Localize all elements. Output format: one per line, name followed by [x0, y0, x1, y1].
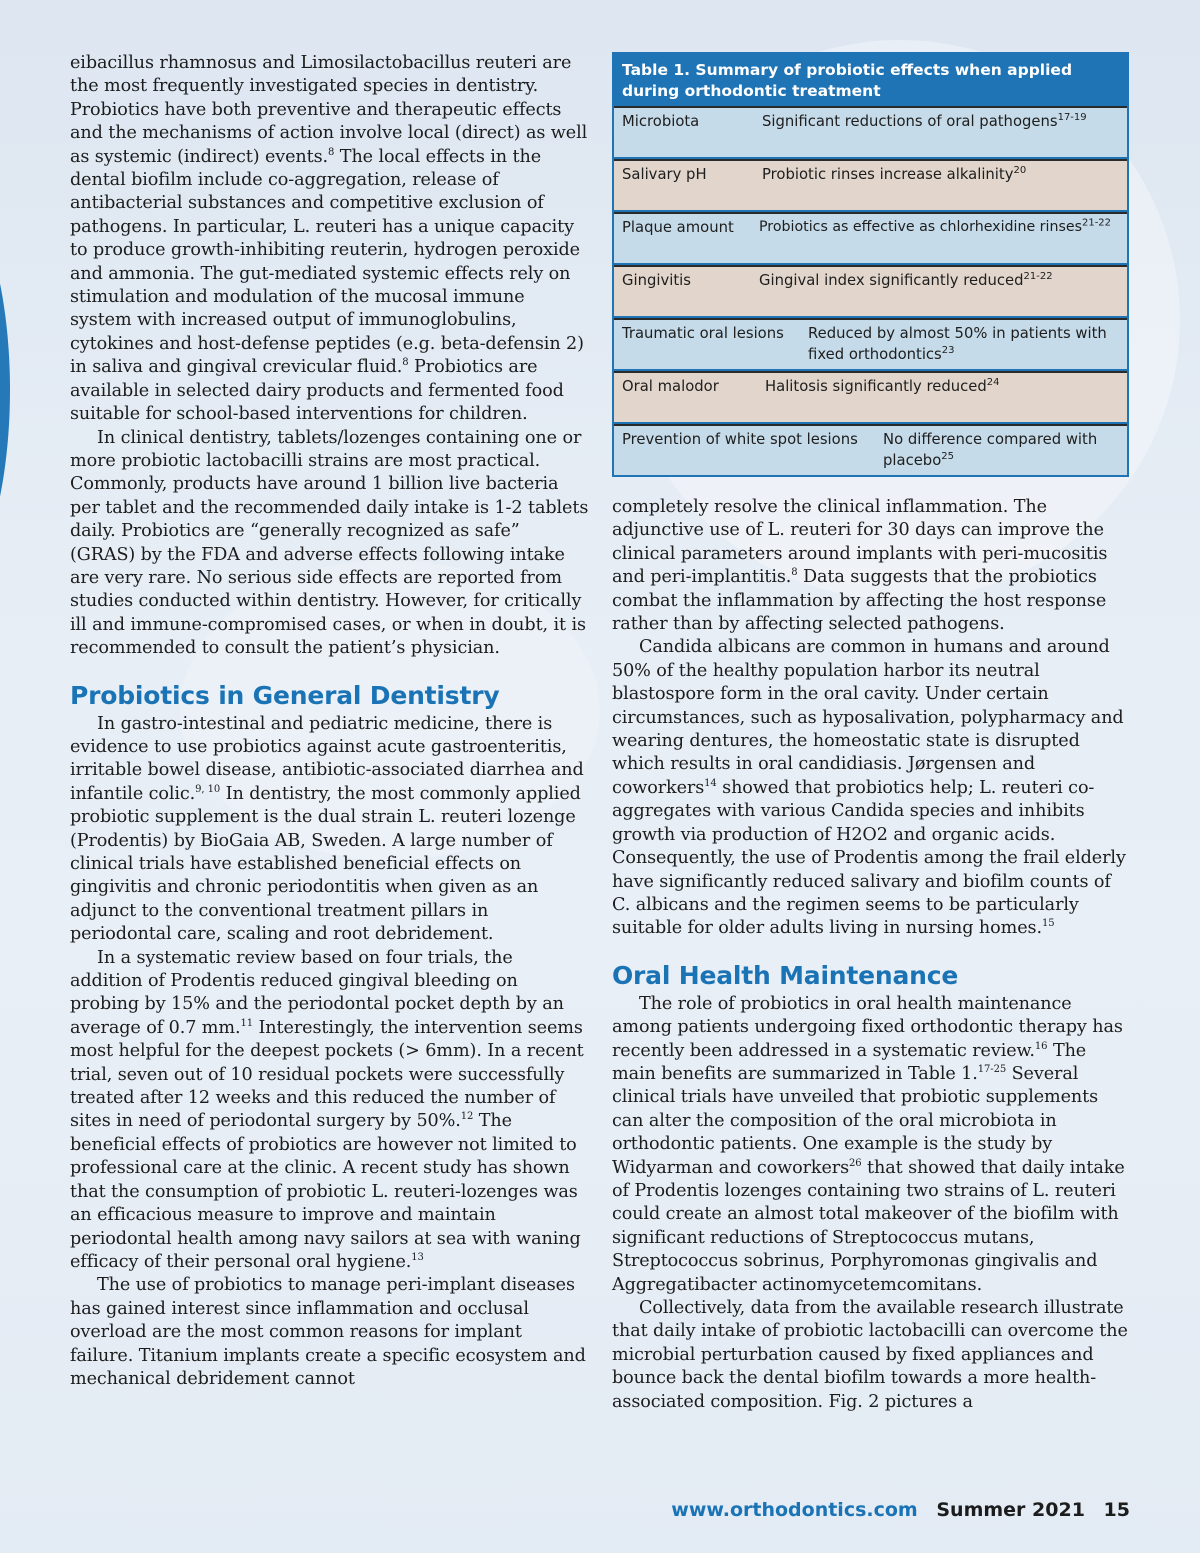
table-row — [614, 159, 1127, 210]
text: Probiotics are available in selected dairy products and fermented food suitable for school-based interventions for children. — [70, 357, 564, 425]
text: showed that probiotics help; L. reuteri co-aggregates with various Candida species and inhibits growth via production of H2O2 and organic acids. Consequently, the use of Prodentis among the frail elderly have significantly reduced salivary and biofilm counts of C. albicans and the regimen seems to be particularly suitable for older adults living in nursing homes. — [612, 777, 1126, 939]
table-cell-label: Microbiota — [622, 113, 700, 130]
text: that showed that daily intake of Prodentis lozenges containing two strains of L. reuteri could create an almost total makeover of the biofilm with significant reductions of Streptococcus mutans, Streptococcus sobrinus, Porphyromonas gingivalis and Aggregatibacter actinomycetemcomitans. — [612, 1157, 1125, 1295]
citation: 13 — [411, 1252, 424, 1264]
left-column — [70, 52, 590, 1391]
table-row — [614, 318, 1127, 369]
text: Several clinical trials have unveiled that probiotic supplements can alter the composition of the oral microbiota in orthodontic patients. One example is the study by Widyarman and coworkers — [612, 1063, 1099, 1178]
table-cell-label: Prevention of white spot lesions — [622, 431, 858, 448]
paragraph — [612, 496, 1132, 636]
citation: 21-22 — [1081, 217, 1112, 229]
paragraph: Collectively, data from the available research illustrate that daily intake of probiotic lactobacilli can overcome the microbial perturbation caused by fixed appliances and bounce back the dental biofilm towards a more health-associated composition. Fig. 2 pictures a — [612, 1298, 1128, 1412]
text: The beneficial effects of probiotics are however not limited to professional care at the clinic. A recent study has shown that the consumption of probiotic L. reuteri-lozenges was an efficacious measure to improve and maintain periodontal health among navy sailors at sea with waning efficacy of their personal oral hygiene. — [70, 1111, 581, 1272]
citation: 23 — [941, 345, 955, 357]
table-cell-label: Oral malodor — [622, 378, 719, 395]
table-title: Table 1. Summary of probiotic effects when applied during orthodontic treatment — [622, 61, 1073, 100]
text: The local effects in the dental biofilm include co-aggregation, release of antibacterial substances and competitive exclusion of pathogens. In particular, L. reuteri has a unique capacity to produce growth-inhibiting reuterin, hydrogen peroxide and ammonia. The gut-mediated systemic effects rely on stimulation and modulation of the mucosal immune system with increased output of immunoglobulins, cytokines and host-defense peptides (e.g. beta-defensin 2) in saliva and gingival crevicular fluid. — [70, 146, 584, 378]
page-footer — [671, 1497, 1130, 1523]
text: Candida albicans are common in humans and around 50% of the healthy population harbor its neutral blastospore form in the oral cavity. Under certain circumstances, such as hyposalivation, polypharmacy and wearing dentures, the homeostatic state is disrupted which results in oral candidiasis. Jørgensen and coworkers — [612, 637, 1124, 798]
side-tab-decoration — [0, 170, 10, 610]
citation: 16 — [1034, 1040, 1048, 1052]
table-cell-effect — [759, 217, 1111, 238]
table-cell-effect — [762, 111, 1087, 132]
paragraph — [612, 636, 1132, 940]
text: In a systematic review based on four trials, the addition of Prodentis reduced gingival bleeding on probing by 15% and the periodontal pocket depth by an average of 0.7 mm. — [70, 947, 564, 1038]
text: In gastro-intestinal and pediatric medicine, there is evidence to use probiotics against acute gastroenteritis, irritable bowel disease, antibiotic-associated diarrhea and infantile colic. — [70, 713, 584, 804]
text: The role of probiotics in oral health maintenance among patients undergoing fixed orthodontic therapy has recently been addressed in a systematic review. — [612, 993, 1123, 1061]
text: Data suggests that the probiotics combat the inflammation by affecting the host response rather than by affecting selected pathogens. — [612, 567, 1107, 635]
paragraph — [70, 52, 590, 427]
section-heading: Oral Health Maintenance — [612, 960, 959, 990]
table-cell-label: Plaque amount — [622, 219, 734, 236]
table-cell-effect — [759, 270, 1053, 291]
citation: 8 — [328, 146, 335, 158]
text: completely resolve the clinical inflammation. The adjunctive use of L. reuteri for 30 days can improve the clinical parameters around implants with peri-mucositis and peri-implantitis. — [612, 497, 1108, 588]
issue-label: Summer 2021 — [936, 1499, 1085, 1521]
table-cell-label: Traumatic oral lesions — [622, 325, 784, 342]
citation: 17-19 — [1057, 112, 1087, 124]
text: eibacillus rhamnosus and Limosilactobacillus reuteri are the most frequently investigated species in dentistry. Probiotics have both preventive and therapeutic effects and the mechanisms of action involve local (direct) as well as systemic (indirect) events. — [70, 53, 588, 167]
right-column — [612, 496, 1132, 1414]
citation: 24 — [986, 377, 1000, 389]
table-cell-label: Gingivitis — [622, 272, 691, 289]
table-cell-effect — [762, 164, 1026, 185]
paragraph — [612, 993, 1132, 1297]
text: Reduced by almost 50% in patients with fixed orthodontics — [808, 325, 1107, 363]
citation: 8 — [791, 567, 798, 579]
table-cell-effect — [765, 376, 999, 397]
summary-table — [612, 52, 1129, 477]
text: Probiotics as effective as chlorhexidine rinses — [759, 219, 1082, 235]
text: Gingival index significantly reduced — [759, 272, 1024, 289]
paragraph: In clinical dentistry, tablets/lozenges containing one or more probiotic lactobacilli strains are most practical. Commonly, products have around 1 billion live bacteria per tablet and the recommended daily intake is 1-2 tablets daily. Probiotics are “generally recognized as safe” (GRAS) by the FDA and adverse effects following intake are very rare. No serious side effects are reported from studies conducted within dentistry. However, for critically ill and immune-compromised cases, or when in doubt, it is recommended to consult the patient’s physician. — [70, 427, 589, 659]
table-cell-effect — [883, 429, 1119, 471]
page-number: 15 — [1103, 1499, 1130, 1521]
citation: 20 — [1013, 165, 1027, 177]
paragraph: The use of probiotics to manage peri-implant diseases has gained interest since inflammation and occlusal overload are the most common reasons for implant failure. Titanium implants create a specific ecosystem and mechanical debridement cannot — [70, 1275, 586, 1389]
section-heading: Probiotics in General Dentistry — [70, 680, 500, 710]
table-cell-label: Salivary pH — [622, 166, 707, 183]
text: The main benefits are summarized in Table 1. — [612, 1040, 1087, 1084]
table-row — [614, 371, 1127, 422]
text: Interestingly, the intervention seems most helpful for the deepest pockets (> 6mm). In a recent trial, seven out of 10 residual pockets were successfully treated after 12 weeks and this reduced the number of sites in need of periodontal surgery by 50%. — [70, 1017, 584, 1132]
table-cell-effect — [808, 323, 1124, 365]
citation: 8 — [402, 357, 409, 369]
citation: 15 — [1041, 918, 1055, 930]
text: Significant reductions of oral pathogens — [762, 113, 1058, 130]
text: Probiotic rinses increase alkalinity — [762, 166, 1014, 183]
citation: 12 — [460, 1111, 474, 1123]
text: Halitosis significantly reduced — [765, 378, 987, 395]
citation: 11 — [240, 1017, 253, 1029]
paragraph — [70, 713, 590, 947]
paragraph — [70, 947, 590, 1275]
text: In dentistry, the most commonly applied probiotic supplement is the dual strain L. reuteri lozenge (Prodentis) by BioGaia AB, Sweden. A large number of clinical trials have established beneficial effects on gingivitis and chronic periodontitis when given as an adjunct to the conventional treatment pillars in periodontal care, scaling and root debridement. — [70, 783, 581, 945]
website-link[interactable]: www.orthodontics.com — [671, 1499, 918, 1521]
citation: 17-25 — [977, 1064, 1007, 1076]
citation: 26 — [849, 1157, 862, 1169]
table-row — [614, 424, 1127, 475]
table-row — [614, 212, 1127, 263]
citation: 9, 10 — [195, 783, 221, 795]
table-row — [614, 265, 1127, 316]
citation: 21-22 — [1023, 271, 1053, 283]
citation: 14 — [704, 778, 717, 790]
citation: 25 — [941, 451, 954, 463]
table-row — [614, 106, 1127, 157]
text: No difference compared with placebo — [883, 431, 1098, 469]
